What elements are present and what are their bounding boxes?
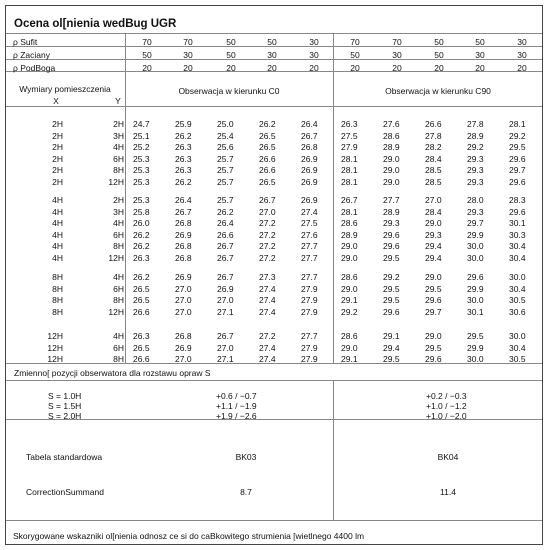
ugr-value-c90: 29.5 xyxy=(383,252,400,263)
ugr-value-c90: 29.0 xyxy=(383,165,400,175)
ugr-value-c0: 26.9 xyxy=(175,342,192,353)
reflectance-value: 20 xyxy=(183,63,193,73)
ugr-value-c90: 29.6 xyxy=(425,295,442,305)
ugr-value-c0: 26.3 xyxy=(175,142,192,152)
row-y: 6H xyxy=(113,229,124,240)
ugr-value-c90: 30.0 xyxy=(509,331,526,341)
ugr-value-c90: 28.6 xyxy=(341,218,358,228)
reflectance-value: 20 xyxy=(392,63,402,73)
ugr-value-c90: 30.4 xyxy=(509,241,526,251)
ugr-value-c90: 30.0 xyxy=(467,252,484,263)
ugr-value-c0: 27.4 xyxy=(301,206,318,217)
ugr-value-c90: 27.9 xyxy=(341,142,358,152)
ugr-value-c0: 27.9 xyxy=(301,354,318,364)
ugr-value-c0: 27.9 xyxy=(301,342,318,353)
ugr-value-c90: 30.0 xyxy=(467,354,484,364)
ugr-value-c0: 27.0 xyxy=(217,342,234,353)
ugr-value-c0: 27.1 xyxy=(217,354,234,364)
ugr-value-c90: 29.6 xyxy=(509,153,526,164)
ugr-value-c0: 26.7 xyxy=(217,331,234,341)
ugr-value-c90: 29.4 xyxy=(383,342,400,353)
row-y: 3H xyxy=(113,206,124,217)
ugr-value-c0: 27.0 xyxy=(175,283,192,294)
ugr-value-c90: 29.0 xyxy=(341,252,358,263)
ugr-value-c0: 27.4 xyxy=(259,354,276,364)
ugr-value-c90: 29.2 xyxy=(467,142,484,152)
reflectance-value: 30 xyxy=(392,50,402,60)
reflectance-value: 50 xyxy=(475,37,485,47)
variation-c0: +1.1 / −1.9 xyxy=(216,401,257,411)
reflectance-value: 20 xyxy=(267,63,277,73)
ugr-value-c90: 29.1 xyxy=(341,295,358,305)
ugr-value-c0: 26.9 xyxy=(175,229,192,240)
reflectance-value: 30 xyxy=(475,50,485,60)
ugr-value-c0: 25.3 xyxy=(133,195,150,205)
ugr-value-c0: 26.5 xyxy=(133,283,150,294)
ugr-value-c90: 29.1 xyxy=(341,354,358,364)
ugr-value-c90: 29.6 xyxy=(425,354,442,364)
ugr-value-c0: 26.8 xyxy=(175,252,192,263)
row-x: 2H xyxy=(52,165,63,175)
ugr-value-c90: 30.4 xyxy=(509,283,526,294)
ugr-value-c0: 26.9 xyxy=(301,165,318,175)
reflectance-value: 30 xyxy=(517,37,527,47)
ugr-value-c0: 26.6 xyxy=(259,153,276,164)
row-y: 8H xyxy=(113,241,124,251)
ugr-value-c0: 27.9 xyxy=(301,283,318,294)
ugr-value-c90: 30.3 xyxy=(509,229,526,240)
ugr-value-c90: 29.6 xyxy=(467,272,484,282)
reflectance-value: 50 xyxy=(267,37,277,47)
ugr-table-page xyxy=(5,5,543,545)
reflectance-value: 30 xyxy=(183,50,193,60)
ugr-value-c0: 26.7 xyxy=(217,272,234,282)
row-x: 12H xyxy=(47,354,63,364)
divider xyxy=(6,33,542,34)
variation-c90: +0.2 / −0.3 xyxy=(426,391,467,401)
ugr-value-c0: 27.2 xyxy=(259,331,276,341)
ugr-value-c0: 27.4 xyxy=(259,306,276,317)
row-x: 2H xyxy=(52,130,63,141)
ugr-value-c90: 29.7 xyxy=(467,218,484,228)
row-y: 3H xyxy=(113,130,124,141)
ugr-value-c0: 26.2 xyxy=(175,176,192,187)
ugr-value-c90: 29.6 xyxy=(383,306,400,317)
ugr-value-c90: 28.1 xyxy=(509,119,526,129)
ugr-value-c90: 29.3 xyxy=(467,176,484,187)
x-header: X xyxy=(53,96,59,106)
row-x: 2H xyxy=(52,119,63,129)
reflectance-value: 50 xyxy=(350,50,360,60)
reflectance-value: 70 xyxy=(142,37,152,47)
reflectance-value: 20 xyxy=(475,63,485,73)
row-x: 12H xyxy=(47,331,63,341)
ugr-value-c0: 25.4 xyxy=(217,130,234,141)
row-y: 12H xyxy=(108,252,124,263)
ugr-value-c0: 25.7 xyxy=(217,153,234,164)
ugr-value-c0: 25.0 xyxy=(217,119,234,129)
ugr-value-c90: 28.9 xyxy=(383,206,400,217)
ugr-value-c0: 26.8 xyxy=(175,218,192,228)
ugr-value-c0: 26.5 xyxy=(259,142,276,152)
reflectance-value: 30 xyxy=(309,37,319,47)
ugr-value-c90: 30.0 xyxy=(467,295,484,305)
ugr-value-c0: 25.1 xyxy=(133,130,150,141)
ugr-value-c0: 26.2 xyxy=(133,272,150,282)
ugr-value-c0: 25.3 xyxy=(133,176,150,187)
reflectance-value: 70 xyxy=(392,37,402,47)
row-y: 8H xyxy=(113,165,124,175)
reflectance-value: 70 xyxy=(183,37,193,47)
ugr-value-c0: 27.5 xyxy=(301,218,318,228)
row-x: 8H xyxy=(52,283,63,294)
divider xyxy=(333,380,334,520)
ugr-value-c0: 27.2 xyxy=(259,218,276,228)
ugr-value-c90: 30.0 xyxy=(467,241,484,251)
variation-c0: +1.9 / −2.6 xyxy=(216,411,257,421)
row-x: 8H xyxy=(52,295,63,305)
ugr-value-c90: 30.5 xyxy=(509,295,526,305)
ugr-value-c0: 27.2 xyxy=(259,252,276,263)
ugr-value-c0: 26.2 xyxy=(259,119,276,129)
ugr-value-c90: 29.0 xyxy=(383,153,400,164)
ugr-value-c90: 29.6 xyxy=(509,206,526,217)
ugr-value-c0: 27.0 xyxy=(259,206,276,217)
ugr-value-c0: 26.7 xyxy=(259,195,276,205)
ugr-value-c90: 28.6 xyxy=(341,331,358,341)
variation-spacing: S = 2.0H xyxy=(48,411,82,421)
ugr-value-c0: 26.0 xyxy=(133,218,150,228)
ugr-value-c0: 27.4 xyxy=(259,295,276,305)
ugr-value-c0: 26.4 xyxy=(301,119,318,129)
ugr-value-c0: 26.5 xyxy=(259,130,276,141)
row-x: 8H xyxy=(52,272,63,282)
ugr-value-c0: 26.2 xyxy=(175,130,192,141)
reflectance-value: 30 xyxy=(517,50,527,60)
ugr-value-c0: 26.9 xyxy=(217,283,234,294)
ugr-value-c90: 28.1 xyxy=(341,153,358,164)
ugr-value-c90: 29.6 xyxy=(383,229,400,240)
variation-c90: +1.0 / −1.2 xyxy=(426,401,467,411)
ugr-value-c0: 27.4 xyxy=(259,283,276,294)
ugr-value-c0: 25.3 xyxy=(133,153,150,164)
divider xyxy=(6,106,542,107)
ugr-value-c90: 26.7 xyxy=(341,195,358,205)
ugr-value-c0: 26.7 xyxy=(217,241,234,251)
variation-c90: +1.0 / −2.0 xyxy=(426,411,467,421)
ugr-value-c90: 28.2 xyxy=(425,142,442,152)
ugr-value-c90: 29.9 xyxy=(467,342,484,353)
variation-spacing: S = 1.5H xyxy=(48,401,82,411)
ugr-value-c90: 29.2 xyxy=(383,272,400,282)
divider xyxy=(125,33,126,363)
row-y: 12H xyxy=(108,306,124,317)
ugr-value-c90: 29.2 xyxy=(509,130,526,141)
reflectance-value: 50 xyxy=(142,50,152,60)
reflectance-value: 50 xyxy=(434,50,444,60)
ugr-value-c90: 28.1 xyxy=(341,165,358,175)
ugr-value-c0: 26.6 xyxy=(133,306,150,317)
ugr-value-c90: 30.6 xyxy=(509,306,526,317)
ugr-value-c0: 24.7 xyxy=(133,119,150,129)
ugr-value-c90: 29.4 xyxy=(425,241,442,251)
ugr-value-c90: 29.3 xyxy=(467,165,484,175)
reflectance-value: 20 xyxy=(517,63,527,73)
ugr-value-c0: 27.7 xyxy=(301,241,318,251)
row-y: 6H xyxy=(113,153,124,164)
ugr-value-c0: 26.3 xyxy=(175,165,192,175)
row-x: 8H xyxy=(52,306,63,317)
reflectance-value: 20 xyxy=(434,63,444,73)
ugr-value-c90: 29.1 xyxy=(383,331,400,341)
ugr-value-c90: 29.0 xyxy=(341,283,358,294)
ugr-value-c90: 30.0 xyxy=(509,272,526,282)
ugr-value-c0: 26.9 xyxy=(301,153,318,164)
row-y: 4H xyxy=(113,218,124,228)
row-y: 4H xyxy=(113,331,124,341)
ugr-value-c0: 27.7 xyxy=(301,272,318,282)
reflectance-value: 30 xyxy=(309,50,319,60)
ugr-value-c0: 25.9 xyxy=(175,119,192,129)
ugr-value-c90: 28.9 xyxy=(341,229,358,240)
ugr-value-c0: 27.2 xyxy=(259,241,276,251)
row-y: 4H xyxy=(113,142,124,152)
ugr-value-c90: 29.5 xyxy=(509,142,526,152)
ugr-value-c90: 29.9 xyxy=(467,283,484,294)
ugr-value-c0: 26.5 xyxy=(133,295,150,305)
row-y: 8H xyxy=(113,295,124,305)
ugr-value-c0: 26.6 xyxy=(133,354,150,364)
ugr-value-c90: 29.5 xyxy=(383,295,400,305)
ugr-value-c90: 30.4 xyxy=(509,252,526,263)
ugr-value-c90: 27.0 xyxy=(425,195,442,205)
ugr-value-c90: 29.2 xyxy=(341,306,358,317)
standard-table-label: Tabela standardowa xyxy=(26,452,103,462)
ugr-value-c0: 26.7 xyxy=(217,252,234,263)
ugr-value-c90: 27.5 xyxy=(341,130,358,141)
ugr-value-c90: 29.3 xyxy=(467,206,484,217)
ugr-value-c90: 28.9 xyxy=(383,142,400,152)
ugr-value-c90: 30.1 xyxy=(509,218,526,228)
ugr-value-c0: 27.1 xyxy=(217,306,234,317)
row-x: 2H xyxy=(52,153,63,164)
ugr-value-c0: 25.2 xyxy=(133,142,150,152)
divider xyxy=(6,520,542,521)
ugr-value-c90: 29.6 xyxy=(383,241,400,251)
ugr-value-c0: 25.3 xyxy=(133,165,150,175)
ugr-value-c90: 29.3 xyxy=(425,229,442,240)
row-x: 12H xyxy=(47,342,63,353)
ugr-value-c0: 26.4 xyxy=(217,218,234,228)
ugr-value-c90: 29.5 xyxy=(383,283,400,294)
page-title: Ocena ol[nienia wedBug UGR xyxy=(14,18,177,30)
row-y: 6H xyxy=(113,283,124,294)
ugr-value-c90: 28.4 xyxy=(425,206,442,217)
ugr-value-c90: 28.1 xyxy=(341,176,358,187)
ugr-value-c90: 29.3 xyxy=(467,153,484,164)
ugr-value-c0: 27.2 xyxy=(259,229,276,240)
ugr-value-c90: 29.5 xyxy=(425,283,442,294)
ugr-value-c0: 25.6 xyxy=(217,142,234,152)
ugr-value-c90: 28.5 xyxy=(425,165,442,175)
row-y: 12H xyxy=(108,176,124,187)
ugr-value-c90: 28.3 xyxy=(509,195,526,205)
ugr-value-c90: 28.1 xyxy=(341,206,358,217)
correction-c0: 8.7 xyxy=(240,487,252,497)
ugr-value-c90: 27.8 xyxy=(467,119,484,129)
ugr-value-c0: 26.8 xyxy=(301,142,318,152)
variation-spacing: S = 1.0H xyxy=(48,391,82,401)
reflectance-value: 50 xyxy=(434,37,444,47)
variation-label: Zmienno[ pozycji obserwatora dla rozstawu opraw S xyxy=(14,368,211,378)
ugr-value-c0: 27.0 xyxy=(175,306,192,317)
reflectance-label: ρ Zaciany xyxy=(13,50,50,60)
ugr-value-c0: 25.7 xyxy=(217,195,234,205)
ugr-value-c90: 27.8 xyxy=(425,130,442,141)
ugr-value-c90: 29.0 xyxy=(425,272,442,282)
ugr-value-c90: 29.0 xyxy=(425,331,442,341)
ugr-value-c0: 26.2 xyxy=(133,241,150,251)
row-x: 4H xyxy=(52,218,63,228)
reflectance-value: 20 xyxy=(142,63,152,73)
ugr-value-c0: 26.3 xyxy=(133,331,150,341)
ugr-value-c90: 28.6 xyxy=(383,130,400,141)
correction-c90: 11.4 xyxy=(440,487,456,497)
ugr-value-c0: 26.7 xyxy=(301,130,318,141)
ugr-value-c90: 29.9 xyxy=(467,229,484,240)
ugr-value-c0: 25.7 xyxy=(217,165,234,175)
row-x: 4H xyxy=(52,206,63,217)
ugr-value-c90: 30.1 xyxy=(467,306,484,317)
ugr-value-c0: 26.9 xyxy=(301,176,318,187)
ugr-value-c90: 29.0 xyxy=(383,176,400,187)
ugr-value-c90: 29.4 xyxy=(425,252,442,263)
ugr-value-c0: 27.6 xyxy=(301,229,318,240)
ugr-value-c90: 28.0 xyxy=(467,195,484,205)
c90-header: Obserwacja w kierunku C90 xyxy=(385,86,491,96)
reflectance-value: 50 xyxy=(226,50,236,60)
ugr-value-c0: 26.3 xyxy=(133,252,150,263)
ugr-value-c0: 27.7 xyxy=(301,252,318,263)
ugr-value-c0: 27.0 xyxy=(217,295,234,305)
ugr-value-c0: 26.8 xyxy=(175,241,192,251)
ugr-value-c90: 29.0 xyxy=(341,241,358,251)
row-y: 2H xyxy=(113,195,124,205)
ugr-value-c0: 26.2 xyxy=(217,206,234,217)
ugr-value-c90: 29.5 xyxy=(383,354,400,364)
dims-header: Wymiary pomieszczenia xyxy=(19,84,111,94)
reflectance-value: 20 xyxy=(226,63,236,73)
ugr-value-c90: 28.5 xyxy=(425,176,442,187)
ugr-value-c0: 26.7 xyxy=(175,206,192,217)
ugr-value-c0: 26.9 xyxy=(301,195,318,205)
ugr-value-c90: 26.3 xyxy=(341,119,358,129)
row-y: 6H xyxy=(113,342,124,353)
ugr-value-c0: 26.5 xyxy=(259,176,276,187)
ugr-value-c90: 28.9 xyxy=(467,130,484,141)
ugr-value-c0: 27.9 xyxy=(301,306,318,317)
ugr-value-c0: 27.9 xyxy=(301,295,318,305)
ugr-value-c0: 26.6 xyxy=(217,229,234,240)
ugr-value-c0: 27.3 xyxy=(259,272,276,282)
ugr-value-c90: 27.6 xyxy=(383,119,400,129)
ugr-value-c90: 29.7 xyxy=(509,165,526,175)
standard-table-c0: BK03 xyxy=(235,452,257,462)
row-x: 2H xyxy=(52,142,63,152)
reflectance-value: 20 xyxy=(350,63,360,73)
reflectance-value: 50 xyxy=(226,37,236,47)
reflectance-value: 70 xyxy=(350,37,360,47)
row-x: 4H xyxy=(52,241,63,251)
ugr-value-c90: 29.5 xyxy=(467,331,484,341)
row-x: 2H xyxy=(52,176,63,187)
row-y: 4H xyxy=(113,272,124,282)
row-y: 8H xyxy=(113,354,124,364)
correction-label: CorrectionSummand xyxy=(26,487,104,497)
ugr-value-c0: 27.4 xyxy=(259,342,276,353)
ugr-value-c0: 26.6 xyxy=(259,165,276,175)
ugr-value-c90: 29.0 xyxy=(341,342,358,353)
standard-table-c90: BK04 xyxy=(437,452,459,462)
ugr-value-c0: 25.7 xyxy=(217,176,234,187)
divider xyxy=(6,380,542,381)
ugr-value-c90: 30.5 xyxy=(509,354,526,364)
ugr-value-c90: 29.5 xyxy=(425,342,442,353)
ugr-value-c0: 27.7 xyxy=(301,331,318,341)
ugr-value-c0: 27.0 xyxy=(175,354,192,364)
ugr-value-c90: 29.7 xyxy=(425,306,442,317)
reflectance-value: 20 xyxy=(309,63,319,73)
ugr-value-c0: 26.9 xyxy=(175,272,192,282)
ugr-value-c90: 26.6 xyxy=(425,119,442,129)
reflectance-label: ρ PodBoga xyxy=(13,63,56,73)
ugr-value-c0: 26.3 xyxy=(175,153,192,164)
ugr-value-c0: 27.0 xyxy=(175,295,192,305)
row-x: 4H xyxy=(52,252,63,263)
ugr-value-c0: 26.4 xyxy=(175,195,192,205)
ugr-value-c90: 29.6 xyxy=(509,176,526,187)
variation-c0: +0.6 / −0.7 xyxy=(216,391,257,401)
ugr-value-c0: 25.8 xyxy=(133,206,150,217)
c0-header: Obserwacja w kierunku C0 xyxy=(178,86,280,96)
reflectance-value: 30 xyxy=(267,50,277,60)
ugr-value-c0: 26.2 xyxy=(133,229,150,240)
row-y: 2H xyxy=(113,119,124,129)
ugr-value-c90: 27.7 xyxy=(383,195,400,205)
reflectance-label: ρ Sufit xyxy=(13,37,38,47)
row-x: 4H xyxy=(52,195,63,205)
row-x: 4H xyxy=(52,229,63,240)
ugr-value-c0: 26.5 xyxy=(133,342,150,353)
ugr-value-c90: 28.4 xyxy=(425,153,442,164)
ugr-value-c90: 28.6 xyxy=(341,272,358,282)
ugr-value-c0: 26.8 xyxy=(175,331,192,341)
y-header: Y xyxy=(115,96,121,106)
ugr-value-c90: 29.0 xyxy=(425,218,442,228)
ugr-value-c90: 30.4 xyxy=(509,342,526,353)
ugr-value-c90: 29.3 xyxy=(383,218,400,228)
footer-note: Skorygowane wskazniki ol[nienia odnosz ce si do caBkowitego strumienia [wietlnego 4400 lm xyxy=(13,531,365,541)
